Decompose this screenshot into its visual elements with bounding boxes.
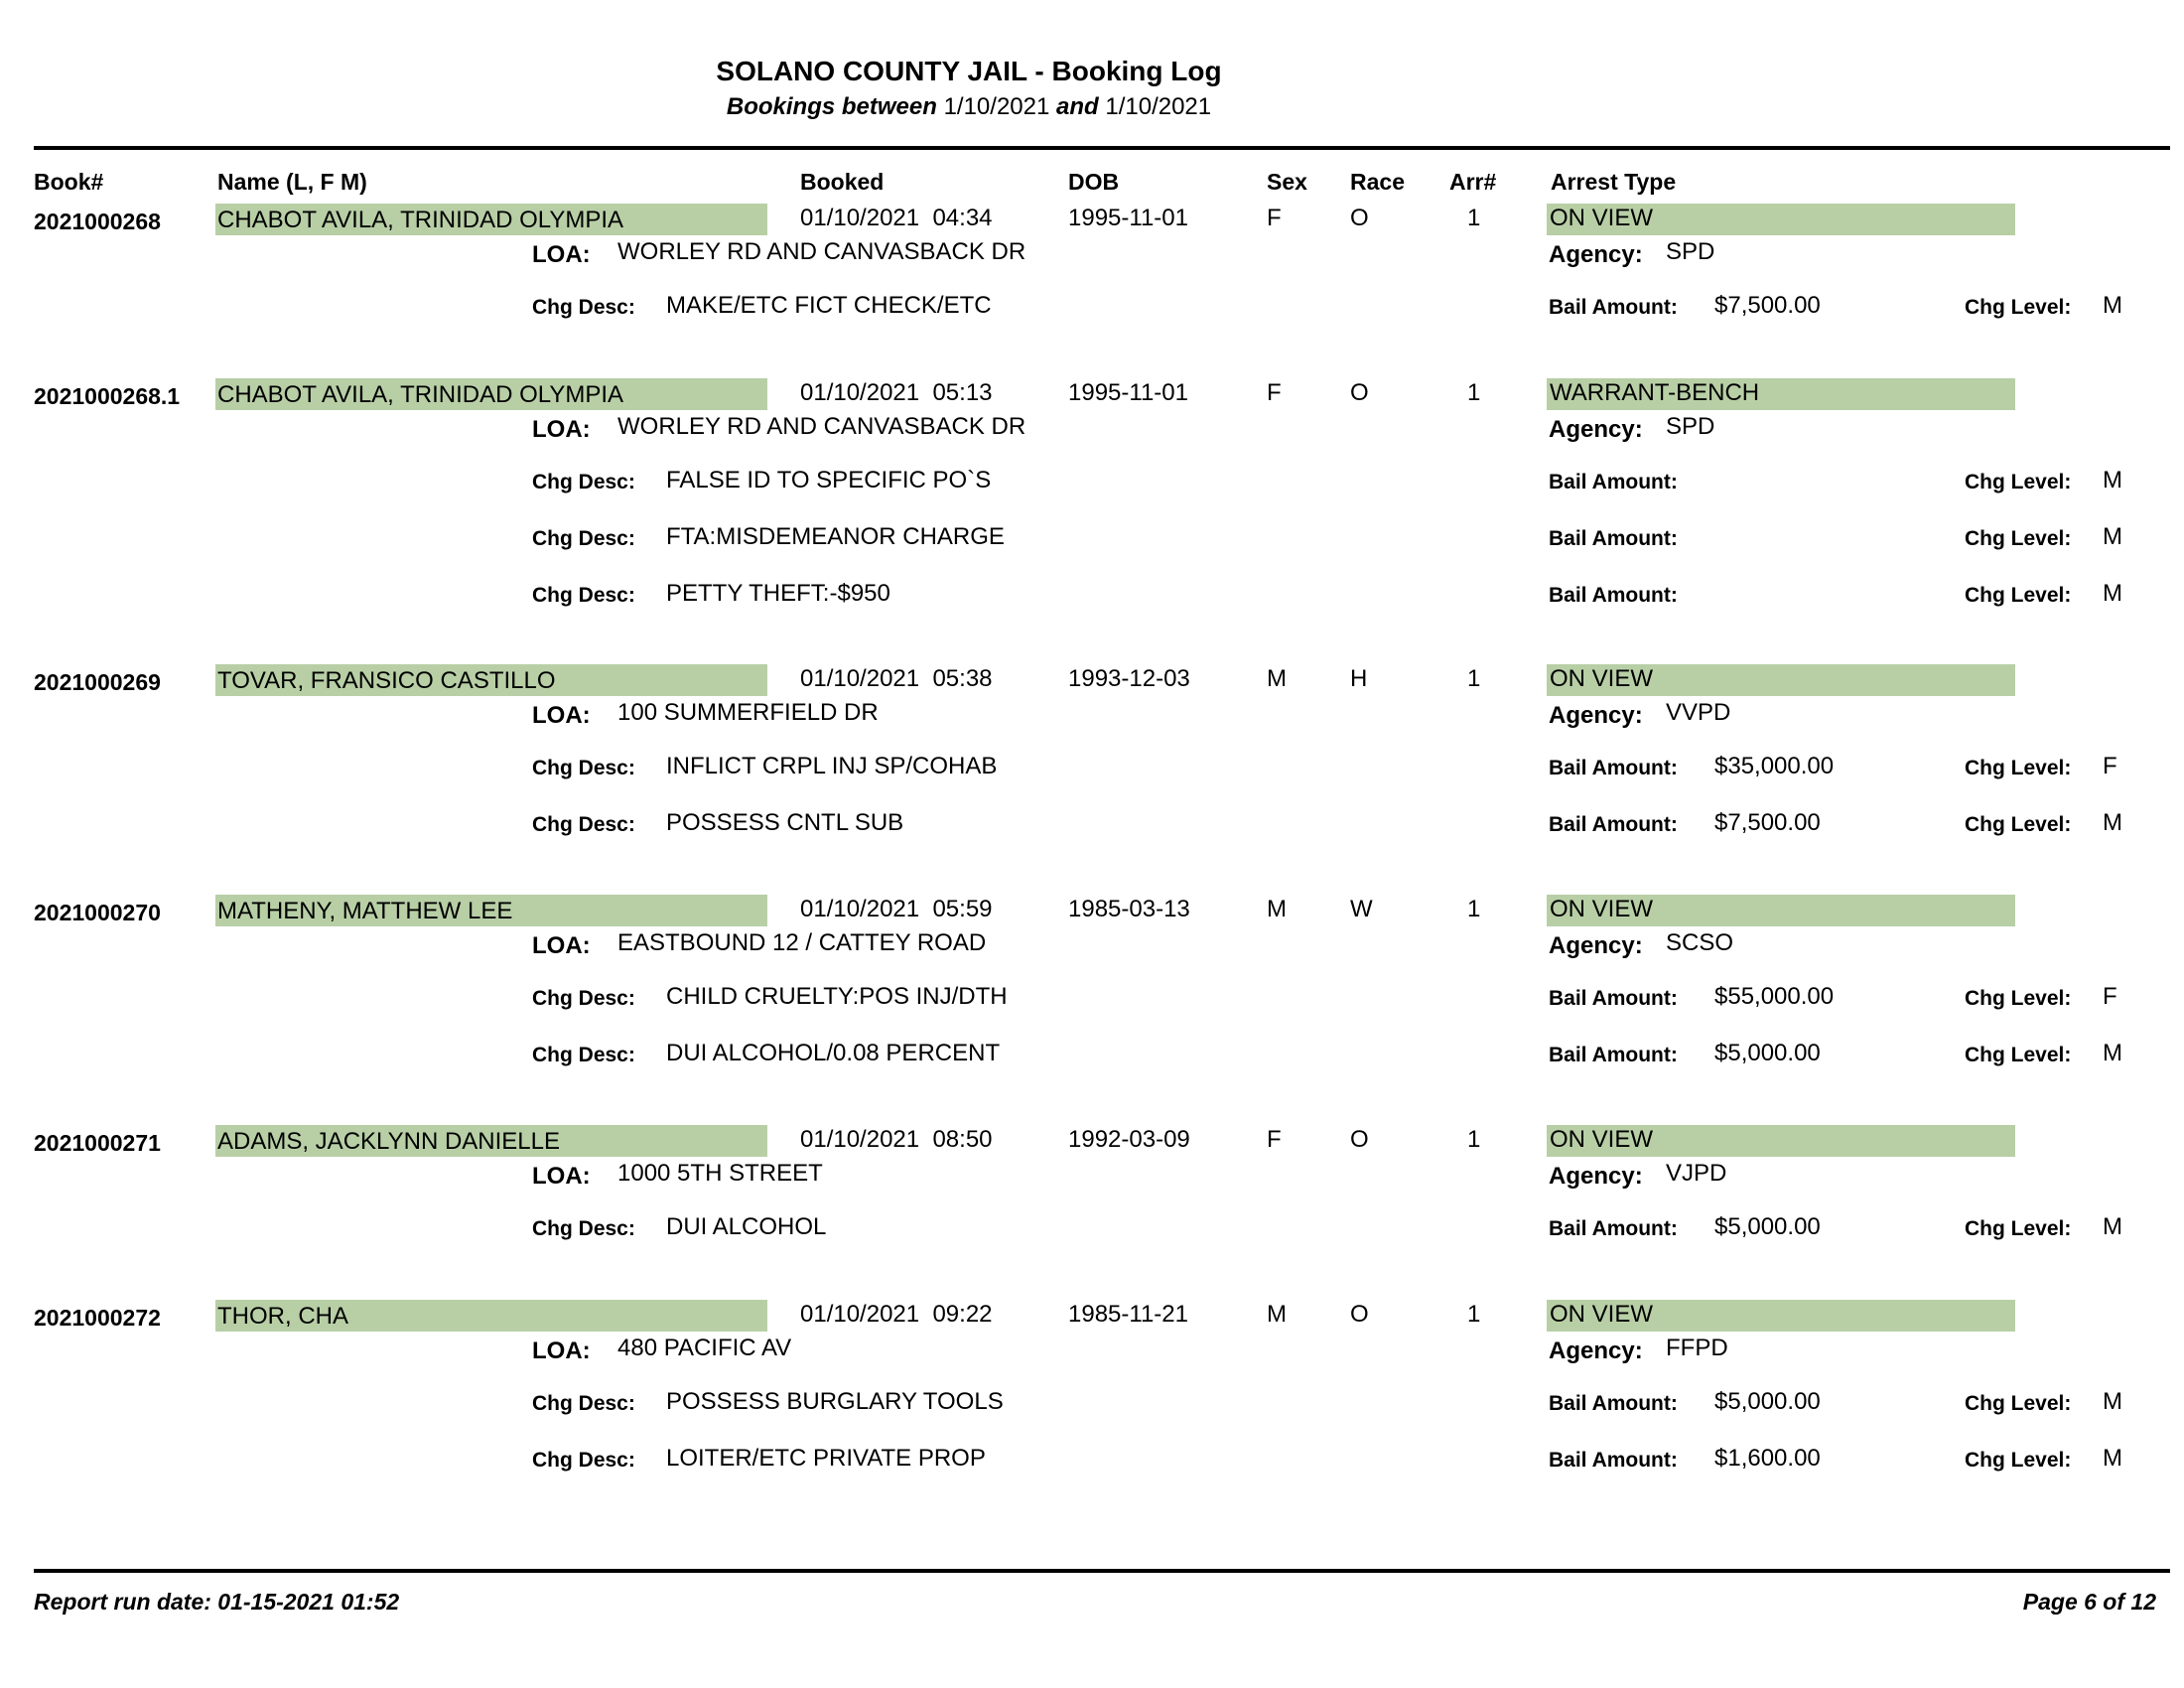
arrest-number: 1 xyxy=(1467,205,1481,231)
chg-desc-label: Chg Desc: xyxy=(532,757,635,779)
chg-level-value: M xyxy=(2103,809,2122,836)
bail-amount-value: $1,600.00 xyxy=(1714,1445,1821,1472)
chg-level-label: Chg Level: xyxy=(1965,757,2072,779)
chg-level-value: M xyxy=(2103,292,2122,319)
col-name: Name (L, F M) xyxy=(217,169,367,195)
arrest-type: WARRANT-BENCH xyxy=(1550,379,1760,406)
chg-level-label: Chg Level: xyxy=(1965,813,2072,836)
arrest-number: 1 xyxy=(1467,1301,1481,1328)
chg-desc-label: Chg Desc: xyxy=(532,296,635,319)
sex: M xyxy=(1267,665,1287,692)
race: O xyxy=(1350,1126,1369,1153)
agency-label: Agency: xyxy=(1549,241,1643,268)
dob: 1995-11-01 xyxy=(1068,379,1188,406)
agency-label: Agency: xyxy=(1549,416,1643,443)
loa-value: WORLEY RD AND CANVASBACK DR xyxy=(617,413,1026,440)
chg-desc-value: POSSESS CNTL SUB xyxy=(666,809,904,836)
header-rule xyxy=(34,146,2170,150)
bail-amount-value: $7,500.00 xyxy=(1714,809,1821,836)
book-number: 2021000269 xyxy=(34,669,161,695)
chg-desc-label: Chg Desc: xyxy=(532,987,635,1010)
sex: M xyxy=(1267,1301,1287,1328)
col-dob: DOB xyxy=(1068,169,1120,195)
bail-amount-label: Bail Amount: xyxy=(1549,813,1678,836)
chg-desc-label: Chg Desc: xyxy=(532,1217,635,1240)
agency-label: Agency: xyxy=(1549,1163,1643,1190)
arrest-type: ON VIEW xyxy=(1550,205,1654,231)
booked-datetime: 01/10/2021 08:50 xyxy=(800,1126,993,1153)
bail-amount-label: Bail Amount: xyxy=(1549,1044,1678,1066)
chg-desc-value: INFLICT CRPL INJ SP/COHAB xyxy=(666,753,998,779)
chg-desc-label: Chg Desc: xyxy=(532,1044,635,1066)
end-date: 1/10/2021 xyxy=(1105,93,1212,120)
agency-value: VVPD xyxy=(1666,699,1731,726)
dob: 1993-12-03 xyxy=(1068,665,1190,692)
sex: F xyxy=(1267,205,1282,231)
inmate-name: CHABOT AVILA, TRINIDAD OLYMPIA xyxy=(217,207,623,233)
bail-amount-value: $5,000.00 xyxy=(1714,1040,1821,1066)
agency-value: SPD xyxy=(1666,238,1715,265)
loa-value: EASTBOUND 12 / CATTEY ROAD xyxy=(617,929,987,956)
chg-level-label: Chg Level: xyxy=(1965,987,2072,1010)
inmate-name: MATHENY, MATTHEW LEE xyxy=(217,898,513,924)
race: O xyxy=(1350,1301,1369,1328)
report-subtitle xyxy=(0,93,1938,121)
bail-amount-label: Bail Amount: xyxy=(1549,296,1678,319)
agency-value: FFPD xyxy=(1666,1335,1728,1361)
arrest-type: ON VIEW xyxy=(1550,896,1654,922)
page-number: Page 6 of 12 xyxy=(2022,1589,2156,1615)
bail-amount-label: Bail Amount: xyxy=(1549,1392,1678,1415)
loa-label: LOA: xyxy=(532,416,591,443)
chg-level-label: Chg Level: xyxy=(1965,471,2072,493)
agency-label: Agency: xyxy=(1549,702,1643,729)
book-number: 2021000268 xyxy=(34,209,161,234)
race: O xyxy=(1350,379,1369,406)
loa-value: 100 SUMMERFIELD DR xyxy=(617,699,879,726)
chg-level-label: Chg Level: xyxy=(1965,584,2072,607)
chg-level-value: F xyxy=(2103,983,2117,1010)
col-arrest-type: Arrest Type xyxy=(1551,169,1677,195)
chg-desc-value: FALSE ID TO SPECIFIC PO`S xyxy=(666,467,992,493)
loa-label: LOA: xyxy=(532,1337,591,1364)
chg-desc-label: Chg Desc: xyxy=(532,813,635,836)
chg-desc-label: Chg Desc: xyxy=(532,584,635,607)
arrest-type: ON VIEW xyxy=(1550,1301,1654,1328)
chg-desc-value: DUI ALCOHOL xyxy=(666,1213,827,1240)
loa-label: LOA: xyxy=(532,1163,591,1190)
bail-amount-label: Bail Amount: xyxy=(1549,1449,1678,1472)
chg-desc-label: Chg Desc: xyxy=(532,1392,635,1415)
inmate-name: TOVAR, FRANSICO CASTILLO xyxy=(217,667,556,694)
agency-value: VJPD xyxy=(1666,1160,1727,1187)
bail-amount-value: $55,000.00 xyxy=(1714,983,1835,1010)
chg-level-label: Chg Level: xyxy=(1965,527,2072,550)
agency-label: Agency: xyxy=(1549,1337,1643,1364)
booked-datetime: 01/10/2021 04:34 xyxy=(800,205,993,231)
booked-datetime: 01/10/2021 05:13 xyxy=(800,379,993,406)
loa-value: 480 PACIFIC AV xyxy=(617,1335,792,1361)
bail-amount-label: Bail Amount: xyxy=(1549,527,1678,550)
agency-label: Agency: xyxy=(1549,932,1643,959)
arrest-number: 1 xyxy=(1467,896,1481,922)
booked-datetime: 01/10/2021 05:59 xyxy=(800,896,993,922)
sex: F xyxy=(1267,379,1282,406)
chg-desc-value: LOITER/ETC PRIVATE PROP xyxy=(666,1445,986,1472)
bail-amount-value: $5,000.00 xyxy=(1714,1388,1821,1415)
bail-amount-value: $7,500.00 xyxy=(1714,292,1821,319)
chg-desc-value: POSSESS BURGLARY TOOLS xyxy=(666,1388,1004,1415)
arrest-number: 1 xyxy=(1467,665,1481,692)
bail-amount-value: $35,000.00 xyxy=(1714,753,1835,779)
chg-level-value: M xyxy=(2103,1388,2122,1415)
col-sex: Sex xyxy=(1267,169,1307,195)
dob: 1985-11-21 xyxy=(1068,1301,1188,1328)
book-number: 2021000268.1 xyxy=(34,383,181,409)
chg-desc-label: Chg Desc: xyxy=(532,527,635,550)
subtitle-prefix: Bookings between xyxy=(726,93,937,120)
chg-level-value: M xyxy=(2103,1040,2122,1066)
arrest-number: 1 xyxy=(1467,379,1481,406)
booked-datetime: 01/10/2021 09:22 xyxy=(800,1301,993,1328)
race: H xyxy=(1350,665,1368,692)
chg-level-label: Chg Level: xyxy=(1965,296,2072,319)
chg-level-value: F xyxy=(2103,753,2117,779)
arrest-number: 1 xyxy=(1467,1126,1481,1153)
dob: 1995-11-01 xyxy=(1068,205,1188,231)
col-race: Race xyxy=(1350,169,1405,195)
loa-value: WORLEY RD AND CANVASBACK DR xyxy=(617,238,1026,265)
start-date: 1/10/2021 xyxy=(943,93,1050,120)
race: O xyxy=(1350,205,1369,231)
inmate-name: CHABOT AVILA, TRINIDAD OLYMPIA xyxy=(217,381,623,408)
chg-level-label: Chg Level: xyxy=(1965,1044,2072,1066)
race: W xyxy=(1350,896,1373,922)
dob: 1992-03-09 xyxy=(1068,1126,1190,1153)
arrest-type: ON VIEW xyxy=(1550,1126,1654,1153)
chg-level-value: M xyxy=(2103,467,2122,493)
chg-desc-value: MAKE/ETC FICT CHECK/ETC xyxy=(666,292,992,319)
bail-amount-label: Bail Amount: xyxy=(1549,1217,1678,1240)
chg-desc-value: PETTY THEFT:-$950 xyxy=(666,580,890,607)
col-booked: Booked xyxy=(800,169,885,195)
chg-level-value: M xyxy=(2103,1445,2122,1472)
book-number: 2021000271 xyxy=(34,1130,161,1156)
loa-value: 1000 5TH STREET xyxy=(617,1160,823,1187)
loa-label: LOA: xyxy=(532,702,591,729)
col-arr: Arr# xyxy=(1449,169,1497,195)
arrest-type: ON VIEW xyxy=(1550,665,1654,692)
chg-desc-value: DUI ALCOHOL/0.08 PERCENT xyxy=(666,1040,1001,1066)
col-book: Book# xyxy=(34,169,104,195)
bail-amount-label: Bail Amount: xyxy=(1549,584,1678,607)
report-title: SOLANO COUNTY JAIL - Booking Log xyxy=(716,56,1222,86)
report-run-date: Report run date: 01-15-2021 01:52 xyxy=(34,1589,400,1615)
sex: F xyxy=(1267,1126,1282,1153)
chg-desc-value: CHILD CRUELTY:POS INJ/DTH xyxy=(666,983,1008,1010)
bail-amount-label: Bail Amount: xyxy=(1549,987,1678,1010)
loa-label: LOA: xyxy=(532,932,591,959)
booked-datetime: 01/10/2021 05:38 xyxy=(800,665,993,692)
agency-value: SCSO xyxy=(1666,929,1734,956)
bail-amount-label: Bail Amount: xyxy=(1549,757,1678,779)
subtitle-and: and xyxy=(1056,93,1099,120)
sex: M xyxy=(1267,896,1287,922)
inmate-name: THOR, CHA xyxy=(217,1303,348,1330)
loa-label: LOA: xyxy=(532,241,591,268)
footer-rule xyxy=(34,1569,2170,1573)
dob: 1985-03-13 xyxy=(1068,896,1190,922)
chg-level-value: M xyxy=(2103,580,2122,607)
chg-desc-label: Chg Desc: xyxy=(532,1449,635,1472)
chg-level-label: Chg Level: xyxy=(1965,1392,2072,1415)
inmate-name: ADAMS, JACKLYNN DANIELLE xyxy=(217,1128,560,1155)
book-number: 2021000270 xyxy=(34,900,161,925)
chg-desc-label: Chg Desc: xyxy=(532,471,635,493)
chg-level-label: Chg Level: xyxy=(1965,1217,2072,1240)
bail-amount-label: Bail Amount: xyxy=(1549,471,1678,493)
chg-level-value: M xyxy=(2103,1213,2122,1240)
chg-desc-value: FTA:MISDEMEANOR CHARGE xyxy=(666,523,1005,550)
bail-amount-value: $5,000.00 xyxy=(1714,1213,1821,1240)
book-number: 2021000272 xyxy=(34,1305,161,1331)
chg-level-label: Chg Level: xyxy=(1965,1449,2072,1472)
chg-level-value: M xyxy=(2103,523,2122,550)
agency-value: SPD xyxy=(1666,413,1715,440)
